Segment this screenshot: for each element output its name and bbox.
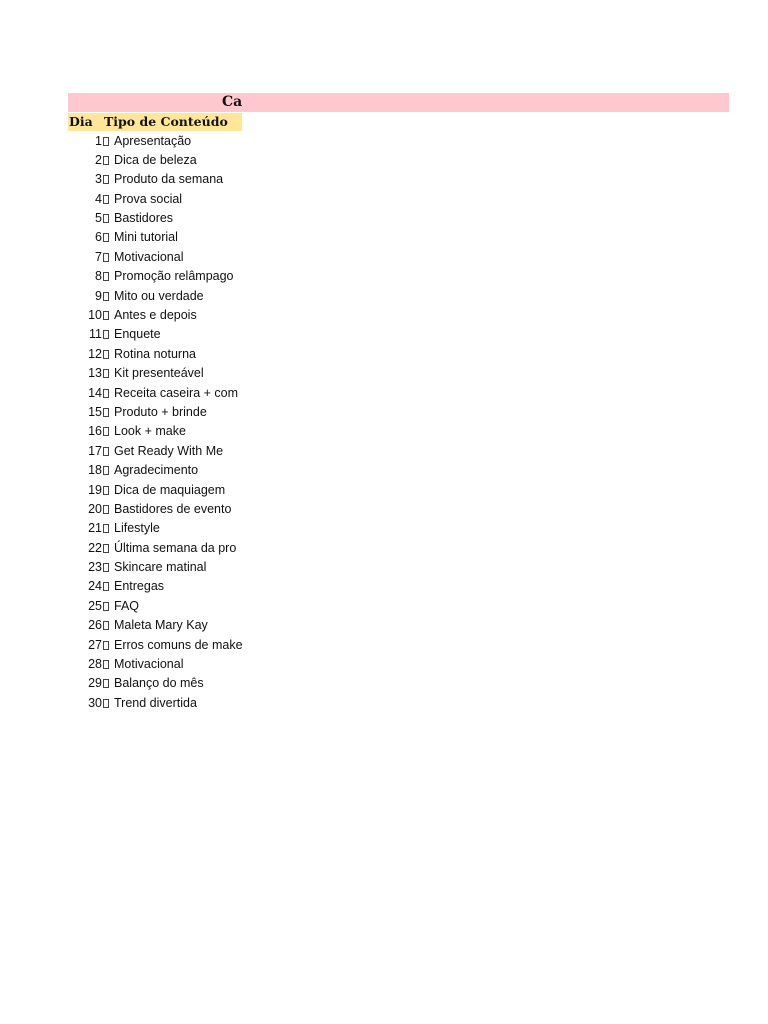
missing-glyph-icon <box>103 233 109 242</box>
missing-glyph-icon <box>103 602 109 611</box>
day-number: 3 <box>95 172 102 187</box>
missing-glyph-icon <box>103 389 109 398</box>
missing-glyph-icon <box>103 699 109 708</box>
missing-glyph-icon <box>103 447 109 456</box>
title-band <box>68 93 729 112</box>
table-row <box>68 597 368 616</box>
day-number: 15 <box>88 404 102 419</box>
content-type-label: Kit presenteável <box>114 366 204 381</box>
table-row <box>68 655 368 674</box>
missing-glyph-icon <box>103 563 109 572</box>
content-type-label: Antes e depois <box>114 308 197 323</box>
table-row <box>68 616 368 635</box>
content-type-label: Receita caseira + com <box>114 385 239 400</box>
day-number: 27 <box>88 637 102 652</box>
missing-glyph-icon <box>103 679 109 688</box>
day-number: 30 <box>88 695 102 710</box>
missing-glyph-icon <box>103 272 109 281</box>
missing-glyph-icon <box>103 350 109 359</box>
content-list <box>68 132 368 714</box>
day-number: 12 <box>88 346 102 361</box>
content-type-label: Motivacional <box>114 249 184 264</box>
table-row <box>68 500 368 519</box>
day-number: 28 <box>88 657 102 672</box>
day-number: 2 <box>95 152 102 167</box>
table-row <box>68 558 368 577</box>
day-number: 8 <box>95 269 102 284</box>
missing-glyph-icon <box>103 156 109 165</box>
day-number: 17 <box>88 443 102 458</box>
content-type-label: Mito ou verdade <box>114 288 204 303</box>
table-row <box>68 674 368 693</box>
missing-glyph-icon <box>103 330 109 339</box>
day-number: 9 <box>95 288 102 303</box>
day-number: 10 <box>88 308 102 323</box>
missing-glyph-icon <box>103 214 109 223</box>
content-type-label: Enquete <box>114 327 161 342</box>
missing-glyph-icon <box>103 466 109 475</box>
table-row <box>68 461 368 480</box>
missing-glyph-icon <box>103 660 109 669</box>
table-row <box>68 228 368 247</box>
missing-glyph-icon <box>103 137 109 146</box>
content-type-label: Skincare matinal <box>114 560 207 575</box>
day-number: 4 <box>95 191 102 206</box>
day-number: 29 <box>88 676 102 691</box>
day-number: 24 <box>88 579 102 594</box>
sheet-title: Ca <box>222 94 243 110</box>
missing-glyph-icon <box>103 369 109 378</box>
missing-glyph-icon <box>103 505 109 514</box>
day-number: 1 <box>95 133 102 148</box>
content-type-label: Promoção relâmpago <box>114 269 234 284</box>
day-number: 5 <box>95 211 102 226</box>
day-number: 14 <box>88 385 102 400</box>
missing-glyph-icon <box>103 175 109 184</box>
content-type-label: Mini tutorial <box>114 230 178 245</box>
day-number: 18 <box>88 463 102 478</box>
missing-glyph-icon <box>103 544 109 553</box>
missing-glyph-icon <box>103 486 109 495</box>
content-type-label: Lifestyle <box>114 521 160 536</box>
content-type-label: Entregas <box>114 579 165 594</box>
table-row <box>68 345 368 364</box>
header-content-type: Tipo de Conteúdo <box>104 114 228 129</box>
content-type-label: Produto da semana <box>114 172 224 187</box>
missing-glyph-icon <box>103 427 109 436</box>
content-type-label: Maleta Mary Kay <box>114 618 208 633</box>
content-type-label: Trend divertida <box>114 695 197 710</box>
table-row <box>68 190 368 209</box>
table-row <box>68 209 368 228</box>
missing-glyph-icon <box>103 195 109 204</box>
content-type-label: Bastidores de evento <box>114 501 232 516</box>
table-row <box>68 694 368 713</box>
day-number: 20 <box>88 501 102 516</box>
day-number: 16 <box>88 424 102 439</box>
content-type-label: FAQ <box>114 598 140 613</box>
missing-glyph-icon <box>103 524 109 533</box>
content-type-label: Prova social <box>114 191 183 206</box>
day-number: 23 <box>88 560 102 575</box>
content-type-label: Bastidores <box>114 211 174 226</box>
table-row <box>68 481 368 500</box>
table-row <box>68 577 368 596</box>
day-number: 21 <box>88 521 102 536</box>
content-type-label: Última semana da pro <box>114 540 237 555</box>
table-row <box>68 325 368 344</box>
table-row <box>68 170 368 189</box>
table-row <box>68 636 368 655</box>
day-number: 11 <box>89 327 102 342</box>
table-row <box>68 364 368 383</box>
missing-glyph-icon <box>103 621 109 630</box>
table-row <box>68 422 368 441</box>
table-row <box>68 248 368 267</box>
missing-glyph-icon <box>103 408 109 417</box>
table-row <box>68 287 368 306</box>
missing-glyph-icon <box>103 311 109 320</box>
content-type-label: Dica de maquiagem <box>114 482 226 497</box>
content-type-label: Motivacional <box>114 657 184 672</box>
missing-glyph-icon <box>103 582 109 591</box>
table-row <box>68 539 368 558</box>
missing-glyph-icon <box>103 641 109 650</box>
day-number: 25 <box>88 598 102 613</box>
content-type-label: Produto + brinde <box>114 404 207 419</box>
table-row <box>68 132 368 151</box>
table-row <box>68 267 368 286</box>
missing-glyph-icon <box>103 292 109 301</box>
day-number: 6 <box>95 230 102 245</box>
header-day: Dia <box>69 114 93 129</box>
content-type-label: Look + make <box>114 424 186 439</box>
table-row <box>68 151 368 170</box>
day-number: 26 <box>88 618 102 633</box>
content-type-label: Get Ready With Me <box>114 443 224 458</box>
content-type-label: Agradecimento <box>114 463 199 478</box>
content-type-label: Apresentação <box>114 133 192 148</box>
content-type-label: Rotina noturna <box>114 346 197 361</box>
day-number: 13 <box>88 366 102 381</box>
table-row <box>68 519 368 538</box>
missing-glyph-icon <box>103 253 109 262</box>
table-row <box>68 442 368 461</box>
table-row <box>68 306 368 325</box>
table-row <box>68 403 368 422</box>
table-row <box>68 384 368 403</box>
day-number: 19 <box>88 482 102 497</box>
content-type-label: Dica de beleza <box>114 152 197 167</box>
day-number: 7 <box>95 249 102 264</box>
content-type-label: Balanço do mês <box>114 676 204 691</box>
content-type-label: Erros comuns de make <box>114 637 243 652</box>
day-number: 22 <box>88 540 102 555</box>
